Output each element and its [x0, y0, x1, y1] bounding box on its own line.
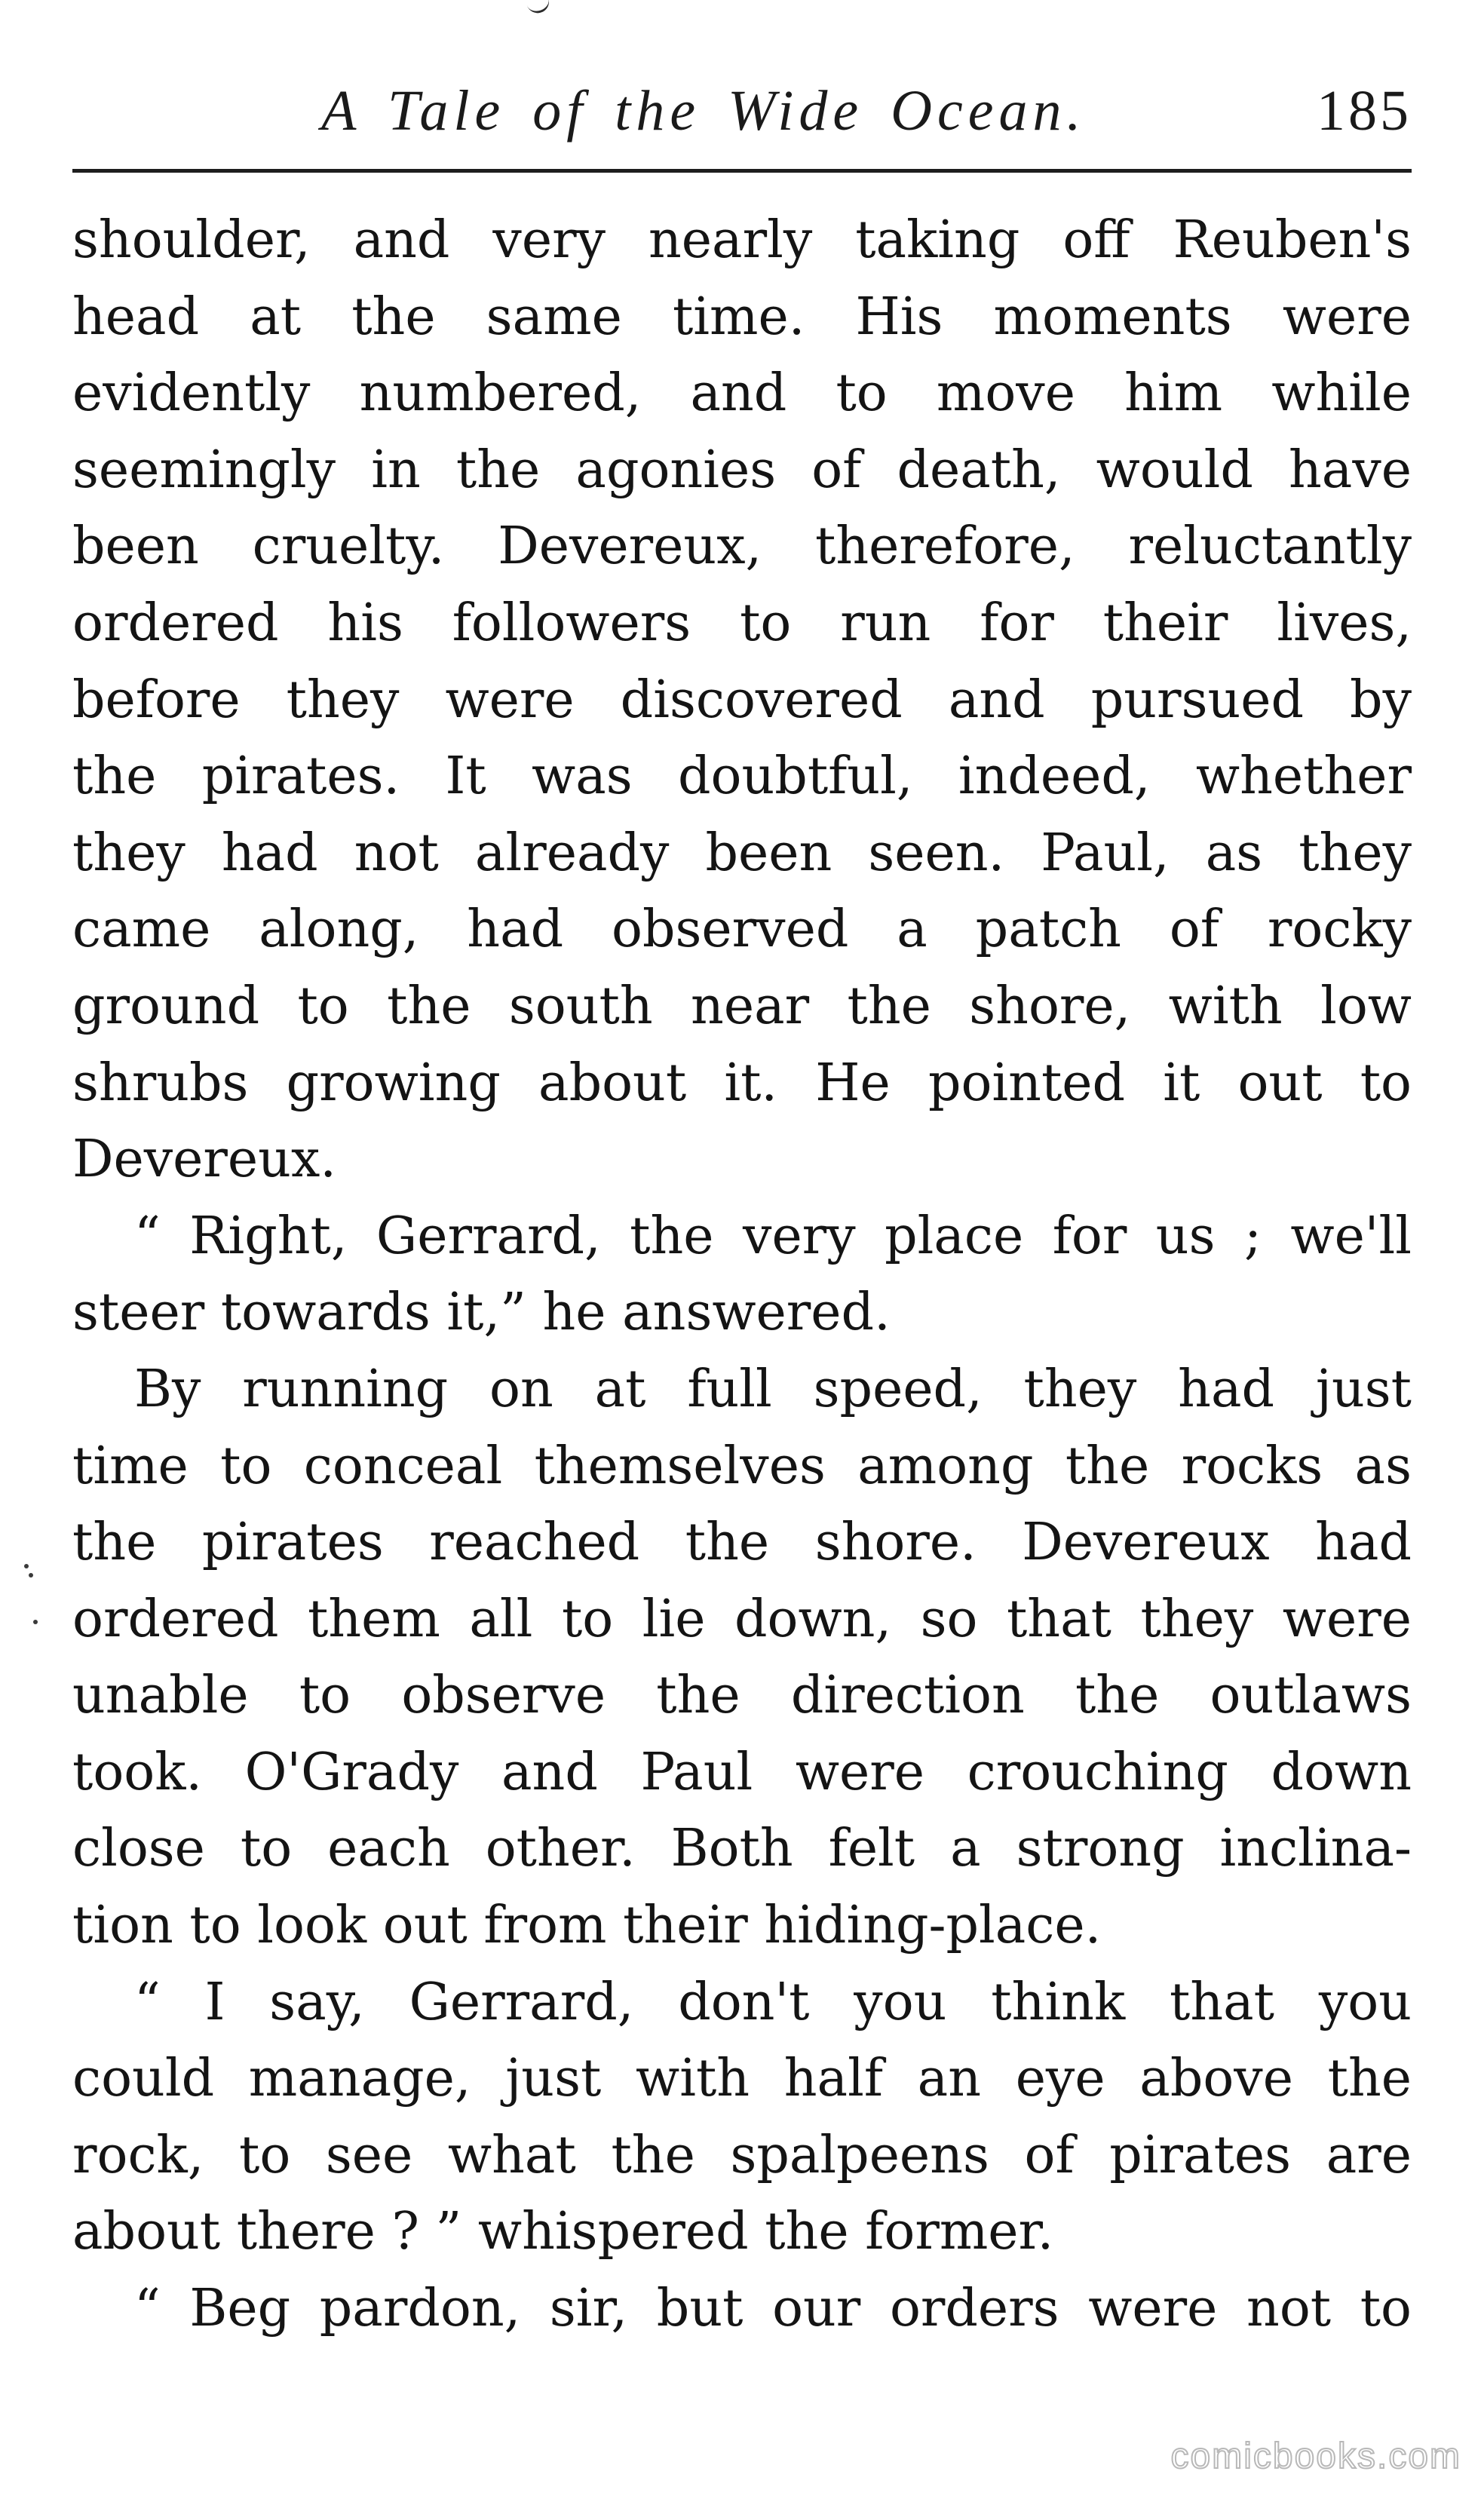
text-line: came along, had observed a patch of rocky — [72, 900, 1412, 960]
text-line: they had not already been seen. Paul, as they — [72, 823, 1412, 883]
text-line: shoulder, and very nearly taking off Reuben's — [72, 210, 1412, 270]
header-rule — [72, 169, 1412, 173]
page-number: 185 — [1317, 79, 1412, 143]
text-line: unable to observe the direction the outlaws — [72, 1666, 1412, 1726]
body-text — [72, 202, 1412, 2347]
text-line: about there ? ” whispered the former. — [72, 2202, 1054, 2262]
text-line: “ Right, Gerrard, the very place for us ; we'll — [134, 1206, 1412, 1266]
text-line: ordered his followers to run for their lives, — [72, 593, 1412, 653]
text-line: time to conceal themselves among the rocks as — [72, 1436, 1412, 1496]
running-title: A Tale of the Wide Ocean. — [321, 79, 1087, 143]
text-line: seemingly in the agonies of death, would have — [72, 440, 1412, 500]
text-line: rock, to see what the spalpeens of pirates are — [72, 2125, 1412, 2185]
running-head — [72, 69, 1412, 152]
text-line: head at the same time. His moments were — [72, 287, 1412, 347]
text-line: tion to look out from their hiding-place. — [72, 1896, 1102, 1956]
text-line: ground to the south near the shore, with low — [72, 976, 1412, 1036]
text-line: took. O'Grady and Paul were crouching down — [72, 1742, 1412, 1802]
text-line: the pirates. It was doubtful, indeed, whether — [72, 747, 1412, 807]
text-line: Devereux. — [72, 1130, 336, 1190]
text-line: the pirates reached the shore. Devereux had — [72, 1513, 1412, 1573]
page-top-mark — [526, 0, 552, 16]
ink-speck — [29, 1573, 33, 1578]
text-line: shrubs growing about it. He pointed it out to — [72, 1053, 1412, 1113]
text-line: ordered them all to lie down, so that they were — [72, 1589, 1412, 1649]
text-line: close to each other. Both felt a strong inclina- — [72, 1819, 1412, 1879]
text-line: steer towards it,” he answered. — [72, 1283, 891, 1343]
text-line: before they were discovered and pursued by — [72, 670, 1412, 730]
watermark: comicbooks.com — [1170, 2436, 1461, 2476]
margin-specks — [23, 1561, 38, 1636]
text-line: “ Beg pardon, sir, but our orders were not to — [134, 2279, 1412, 2339]
text-line: “ I say, Gerrard, don't you think that you — [134, 1972, 1412, 2032]
ink-speck — [24, 1564, 29, 1568]
text-line: By running on at full speed, they had just — [134, 1359, 1412, 1419]
text-line: been cruelty. Devereux, therefore, reluctantly — [72, 517, 1412, 577]
text-line: could manage, just with half an eye above the — [72, 2049, 1412, 2109]
text-line: evidently numbered, and to move him while — [72, 363, 1412, 424]
ink-speck — [33, 1620, 38, 1624]
